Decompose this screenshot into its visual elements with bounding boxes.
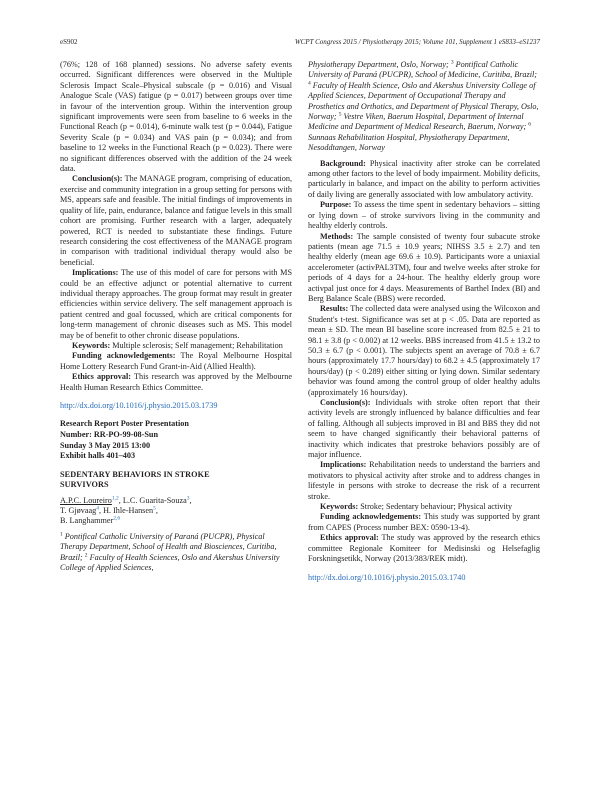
poster-type: Research Report Poster Presentation xyxy=(60,419,189,429)
funding-label: Funding acknowledgements: xyxy=(72,351,176,361)
ethics-label: Ethics approval: xyxy=(72,372,131,382)
purpose-text: To assess the time spent in sedentary behaviors – sitting or lying down – of stroke survivors living in the community and healthy elderly controls. xyxy=(308,200,540,231)
ethics-text: The study was approved by the research ethics committee Regionale Komiteer for Medisinski og Helsefaglig Forskningsetikk, Norway (2013/383/REK midt). xyxy=(308,533,541,564)
implications-paragraph xyxy=(60,268,292,341)
results-label: Results: xyxy=(320,304,349,314)
conclusion-paragraph xyxy=(60,174,292,268)
affiliation-6: Sunnaas Rehabilitation Hospital, Physiotherapy Department, Nesoddtangen, Norway xyxy=(308,132,510,153)
conclusion-text: The MANAGE program, comprising of education, exercise and community integration in a group setting for persons with MS, appears safe and feasible. The initial findings of improvements in quality of life, pain, endurance, balance and fatigue levels in this small cohort are promising. Further research with a larger, adequately powered, RCT is needed to substantiate these findings. Future research considering the cost effectiveness of the MANAGE program in comparison with traditional individual therapy would also be beneficial. xyxy=(60,174,292,267)
poster-location: Exhibit halls 401–403 xyxy=(60,451,136,461)
affiliation-4: Faculty of Health Science, Oslo and Akershus University College of Applied Sciences, Department of Occupational Therapy and Prosthetics and Orthotics, and Department of Physical Therapy, Oslo, Norway; xyxy=(308,80,539,122)
ethics-paragraph xyxy=(60,372,292,393)
results-continued: (76%; 128 of 168 planned) sessions. No adverse safety events occurred. Significant differences were observed in the Multiple Sclerosis Impact Scale–Physical subscale (p = 0.016) and Visual Analogue Scale (VAS) fatigue (p = 0.017) between groups over time in favour of the intervention group. Within the intervention group significant improvements were seen from baseline to 6 weeks in the Functional Reach (p = 0.014), 6-minute walk test (p = 0.044), Fatigue Severity Scale (p = 0.034) and VAS pain (p = 0.034); and from baseline to 12 weeks in the Functional Reach (p = 0.023). There were no significant differences observed with the addition of the 24 week data. xyxy=(60,60,292,174)
results-paragraph xyxy=(308,304,540,398)
author-name: T. Gjøvaag xyxy=(60,506,97,515)
doi-link[interactable]: http://dx.doi.org/10.1016/j.physio.2015.03.1740 xyxy=(308,572,466,582)
ethics-label: Ethics approval: xyxy=(320,533,379,543)
keywords-text: Multiple sclerosis; Self management; Rehabilitation xyxy=(110,340,283,350)
implications-text: The use of this model of care for persons with MS could be an effective adjunct or potential alternative to current individual therapy approaches. The group format may result in greater efficiencies within service delivery. The self management approach is patient centred and goal focussed, which are critical components for long-term management of chronic diseases such as MS. This model may be of benefit to other chronic disease populations. xyxy=(60,268,292,340)
keywords-label: Keywords: xyxy=(72,340,111,350)
funding-label: Funding acknowledgements: xyxy=(320,512,422,522)
author-affiliation-ref: 3 xyxy=(186,494,190,501)
conclusion-label: Conclusion(s): xyxy=(320,398,371,407)
affiliation-5: Vestre Viken, Baerum Hospital, Department of Internal Medicine and Department of Medical Research, Baerum, Norway; xyxy=(308,112,527,132)
journal-line: WCPT Congress 2015 / Physiotherapy 2015; Volume 101, Supplement 1 eS833–eS1237 xyxy=(294,38,540,46)
keywords-paragraph xyxy=(60,341,292,351)
keywords-paragraph xyxy=(308,502,540,512)
running-header xyxy=(60,38,540,50)
conclusion-paragraph xyxy=(308,398,540,460)
funding-paragraph xyxy=(60,351,292,372)
methods-paragraph xyxy=(308,232,540,305)
background-text: Physical inactivity after stroke can be correlated among other factors to the level of body impairment. Mobility deficits, particularly in balance, and impact on the ability to perform activities of daily living are generally associated with low ambulatory activity. xyxy=(308,158,540,199)
author-affiliation-ref: 2,6 xyxy=(113,515,121,522)
right-column xyxy=(308,60,540,583)
background-label: Background: xyxy=(320,158,366,168)
conclusion-text: Individuals with stroke often report that their activity levels are strongly influenced by balance difficulties and fear of falling. Although all subjects improved in BI and BBS they did not seem to have changed significantly their behavioral patterns of inactivity which indicates that prestroke behaviors possibly are of major influence. xyxy=(308,398,540,460)
purpose-paragraph xyxy=(308,200,540,231)
affiliations: $^1$ Pontifical Catholic University of Paraná (PUCPR), Physical Therapy Department, School of Health and Biosciences, Curitiba, Brazil; $^2$ Faculty of Health Sciences, Oslo and Akershus University College of Applied Sciences, xyxy=(60,531,280,573)
author-name: L.C. Guarita-Souza xyxy=(122,495,187,505)
affiliations-continued: Physiotherapy Department, Oslo, Norway; $^3$ Pontifical Catholic University of Paraná (PUCPR), School of Medicine, Curitiba, Brazil; $^4$ Faculty of Health Science, Oslo and Akershus University College of Applied Sciences, Department of Occupational Therapy and Prosthetics and Orthotics, and Department of Physical Therapy, Oslo, Norway; $^5$ Vestre Viken, Baerum Hospital, Department of Internal Medicine and Department of Medical Research, Baerum, Norway; $^6$ Sunnaas Rehabilitation Hospital, Physiotherapy Department, Nesoddtangen, Norway xyxy=(308,59,539,153)
affiliation-2-continued: Physiotherapy Department, Oslo, Norway; xyxy=(308,60,449,69)
author-name: H. Ihle-Hansen xyxy=(103,506,154,515)
funding-paragraph xyxy=(308,512,540,533)
results-text: The collected data were analysed using the Wilcoxon and Student's t-test. Significance was set at p < .05. Data are reported as mean ± SD. The mean BI baseline score increased from 82.5 ± 21 to 98.1 ± 3.8 (p < 0.002) at 12 weeks. BBS increased from 41.5 ± 13.2 to 50.3 ± 6.7 (p < 0.001). The subjects spent an average of 70.8 ± 6.7 hours (approximately 17.7 hours/day) to 68.2 ± 4.5 (approximately 17 hours/day) (p < 0.289) either sitting or lying down. Similar sedentary behavior was found among the control group of older healthy adults (approximately 16 hours/day). xyxy=(308,304,540,397)
ethics-paragraph xyxy=(308,533,540,564)
article-title-line-1: SEDENTARY BEHAVIORS IN STROKE xyxy=(60,469,210,479)
author-affiliation-ref: 1,2 xyxy=(111,494,119,501)
implications-text: Rehabilitation needs to understand the barriers and motivators to physical activity after stroke and to address changes in lifestyle in persons with stroke to decrease the risk of a recurrent stroke. xyxy=(308,460,540,501)
author-list: A.P.C. Loureiro$^{1,2}$, L.C. Guarita-Souza$^3$, T. Gjøvaag$^4$, H. Ihle-Hansen$^5$, B. Langhammer$^{2,6}$ xyxy=(60,494,192,526)
affiliation-2: Faculty of Health Sciences, Oslo and Akershus University College of Applied Sciences, xyxy=(60,552,280,573)
poster-date: Sunday 3 May 2015 13:00 xyxy=(60,440,151,450)
funding-text: This study was supported by grant from CAPES (Process number BEX: 0590-13-4). xyxy=(308,512,541,532)
ethics-text: This research was approved by the Melbourne Health Human Research Ethics Committee. xyxy=(60,372,292,392)
article-title-line-2: SURVIVORS xyxy=(60,480,109,490)
left-column xyxy=(60,60,292,573)
poster-number: Number: RR-PO-99-08-Sun xyxy=(60,430,159,439)
author-name[interactable]: A.P.C. Loureiro xyxy=(60,495,112,505)
keywords-label: Keywords: xyxy=(320,502,359,512)
implications-label: Implications: xyxy=(72,268,119,278)
implications-label: Implications: xyxy=(320,460,367,470)
keywords-text: Stroke; Sedentary behaviour; Physical activity xyxy=(358,502,513,512)
methods-label: Methods: xyxy=(320,231,354,241)
affiliation-1: Pontifical Catholic University of Paraná (PUCPR), Physical Therapy Department, School of Health and Biosciences, Curitiba, Brazil; xyxy=(60,531,277,562)
background-paragraph xyxy=(308,159,540,201)
author-affiliation-ref: 4 xyxy=(96,505,99,512)
page-number: eS902 xyxy=(60,38,78,46)
purpose-label: Purpose: xyxy=(320,200,352,210)
funding-text: The Royal Melbourne Hospital Home Lottery Research Fund Grant-in-Aid (Allied Health). xyxy=(60,351,292,371)
author-name: B. Langhammer xyxy=(60,516,114,526)
methods-text: The sample consisted of twenty four subacute stroke patients (mean age 71.5 ± 10.9 years; NIHSS 3.5 ± 2.7) and ten healthy elderly (mean age 69.6 ± 10.9). Participants wore a uniaxial accelerometer (activPAL3TM), four and twelve weeks after stroke for periods of 4 days for a 24-hour. The healthy elderly group wore activpal just once for 4 days. Measurements of Barthel Index (BI) and Berg Balance Scale (BBS) were recorded. xyxy=(308,231,540,303)
doi-link[interactable]: http://dx.doi.org/10.1016/j.physio.2015.03.1739 xyxy=(60,401,218,410)
implications-paragraph xyxy=(308,460,540,502)
author-affiliation-ref: 5 xyxy=(153,505,156,512)
affiliation-3: Pontifical Catholic University of Paraná (PUCPR), School of Medicine, Curitiba, Brazil; xyxy=(308,60,537,80)
conclusion-label: Conclusion(s): xyxy=(72,174,123,184)
